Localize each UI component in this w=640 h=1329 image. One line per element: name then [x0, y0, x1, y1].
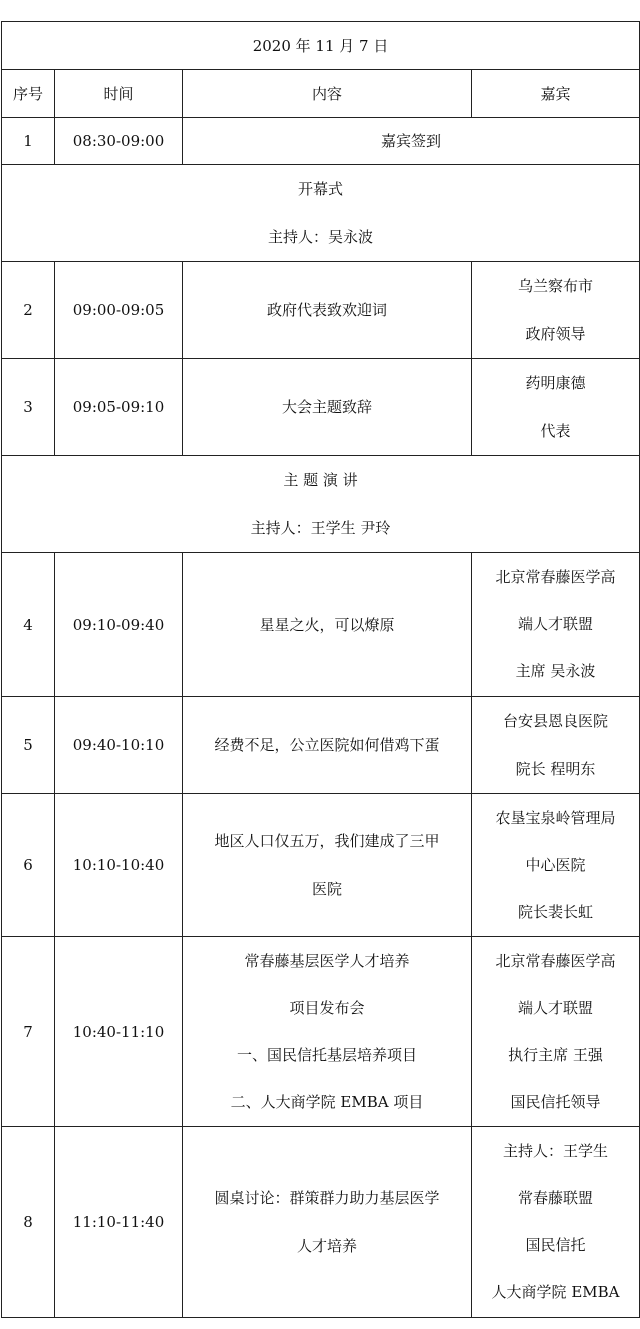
guest-line: 台安县恩良医院 — [503, 712, 609, 730]
guest-line: 国民信托 — [525, 1236, 586, 1254]
row-time: 10:40-11:10 — [55, 937, 183, 1127]
table-row — [2, 359, 640, 456]
row-time: 11:10-11:40 — [55, 1127, 183, 1318]
guest-line: 北京常春藤医学高 — [495, 951, 616, 970]
date-row — [2, 22, 640, 70]
row-guest — [472, 262, 640, 359]
row-content — [183, 794, 472, 937]
row-guest — [472, 697, 640, 794]
content-line: 常春藤基层医学人才培养 — [244, 951, 410, 970]
content-line: 二、人大商学院 EMBA 项目 — [230, 1092, 424, 1111]
row-guest — [472, 937, 640, 1127]
section-title: 主 题 演 讲 — [283, 471, 358, 489]
row-number: 2 — [2, 262, 55, 359]
guest-line: 执行主席 王强 — [508, 1045, 603, 1064]
section-cell — [2, 165, 640, 262]
row-content: 政府代表致欢迎词 — [183, 262, 472, 359]
guest-line: 端人才联盟 — [518, 998, 594, 1017]
guest-line: 药明康德 — [525, 374, 586, 392]
row-time: 09:00-09:05 — [55, 262, 183, 359]
table-row — [2, 794, 640, 937]
table-row — [2, 937, 640, 1127]
row-number: 1 — [2, 118, 55, 165]
row-number: 3 — [2, 359, 55, 456]
guest-line: 农垦宝泉岭管理局 — [495, 808, 616, 827]
row-number: 7 — [2, 937, 55, 1127]
content-line: 医院 — [311, 880, 342, 898]
row-guest — [472, 794, 640, 937]
row-guest — [472, 553, 640, 697]
section-row-opening — [2, 165, 640, 262]
guest-line: 院长 程明东 — [515, 760, 596, 778]
section-row-keynote — [2, 456, 640, 553]
row-content: 星星之火，可以燎原 — [183, 553, 472, 697]
guest-line: 院长裴长虹 — [518, 902, 594, 921]
row-number: 5 — [2, 697, 55, 794]
table-row — [2, 697, 640, 794]
section-host: 主持人：吴永波 — [268, 228, 374, 246]
row-content: 嘉宾签到 — [183, 118, 640, 165]
table-row — [2, 1127, 640, 1318]
date-cell: 2020 年 11 月 7 日 — [2, 22, 640, 70]
guest-line: 常春藤联盟 — [518, 1189, 594, 1207]
row-number: 6 — [2, 794, 55, 937]
row-number: 8 — [2, 1127, 55, 1318]
content-line: 一、国民信托基层培养项目 — [236, 1045, 417, 1064]
header-content: 内容 — [183, 70, 472, 118]
guest-line: 乌兰察布市 — [518, 277, 594, 295]
table-row — [2, 118, 640, 165]
row-time: 09:05-09:10 — [55, 359, 183, 456]
guest-line: 国民信托领导 — [510, 1092, 601, 1111]
row-guest — [472, 359, 640, 456]
row-time: 09:10-09:40 — [55, 553, 183, 697]
guest-line: 人大商学院 EMBA — [491, 1283, 620, 1301]
content-line: 圆桌讨论：群策群力助力基层医学 — [214, 1189, 440, 1207]
content-line: 地区人口仅五万，我们建成了三甲 — [214, 832, 440, 850]
guest-line: 端人才联盟 — [518, 615, 594, 633]
row-time: 08:30-09:00 — [55, 118, 183, 165]
header-row — [2, 70, 640, 118]
content-line: 项目发布会 — [289, 998, 365, 1017]
section-host: 主持人：王学生 尹玲 — [250, 519, 391, 537]
row-guest — [472, 1127, 640, 1318]
table-row — [2, 553, 640, 697]
agenda-table — [1, 21, 640, 1318]
guest-line: 北京常春藤医学高 — [495, 568, 616, 586]
row-content: 大会主题致辞 — [183, 359, 472, 456]
guest-line: 主席 吴永波 — [515, 662, 596, 680]
guest-line: 政府领导 — [525, 325, 586, 343]
table-row — [2, 262, 640, 359]
row-time: 10:10-10:40 — [55, 794, 183, 937]
guest-line: 主持人：王学生 — [503, 1142, 609, 1160]
section-title: 开幕式 — [298, 180, 344, 198]
row-content — [183, 937, 472, 1127]
row-time: 09:40-10:10 — [55, 697, 183, 794]
header-number: 序号 — [2, 70, 55, 118]
content-line: 人才培养 — [296, 1237, 357, 1255]
header-time: 时间 — [55, 70, 183, 118]
section-cell — [2, 456, 640, 553]
row-content: 经费不足，公立医院如何借鸡下蛋 — [183, 697, 472, 794]
row-number: 4 — [2, 553, 55, 697]
header-guest: 嘉宾 — [472, 70, 640, 118]
guest-line: 中心医院 — [525, 855, 586, 874]
row-content — [183, 1127, 472, 1318]
guest-line: 代表 — [540, 422, 571, 440]
